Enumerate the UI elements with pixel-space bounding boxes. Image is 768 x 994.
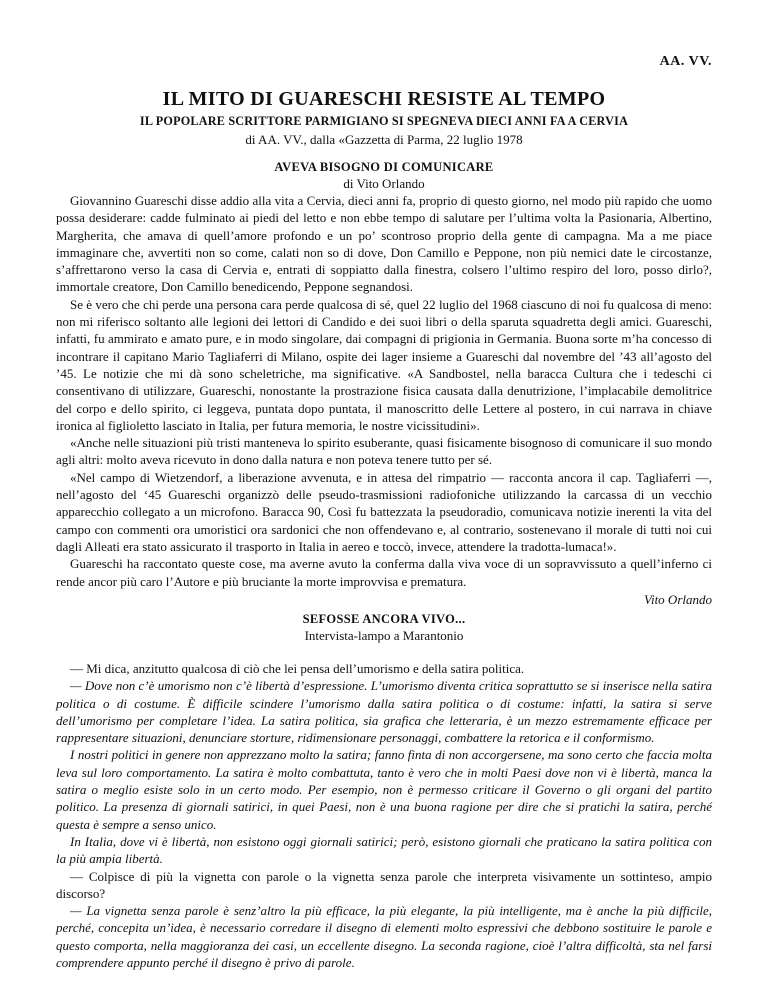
section-subtitle: Intervista-lampo a Marantonio <box>304 628 464 643</box>
section-title: SEFOSSE ANCORA VIVO... <box>302 612 466 626</box>
question-paragraph: — Mi dica, anzitutto qualcosa di ciò che lei pensa dell’umorismo e della satira politica. <box>70 661 525 676</box>
author-tag: AA. VV. <box>659 54 712 69</box>
section-author: di Vito Orlando <box>343 176 425 191</box>
answer-paragraph: In Italia, dove vi è libertà, non esistono oggi giornali satirici; però, esistono giornali che praticano la satira politica con la più ampia libertà. <box>56 833 712 867</box>
section-intervista <box>56 612 712 971</box>
paragraph: «Anche nelle situazioni più tristi manteneva lo spirito esuberante, quasi fisicamente bisognoso di comunicare il suo mondo agli altri: molto aveva ricevuto in dono dalla natura e non poteva tenere tutto per sé. <box>56 435 712 468</box>
article-byline: di AA. VV., dalla «Gazzetta di Parma, 22 luglio 1978 <box>245 132 523 147</box>
answer-paragraph: — La vignetta senza parole è senz’altro la più efficace, la più elegante, la più intelligente, ma è anche la più difficile, perché, concepita un’idea, è necessario corredare il disegno di elementi molto espressivi che debbono sostituire le parole e questo comporta, nella maggioranza dei casi, un eccellente disegno. La seconda ragione, cioè l’altra difficoltà, sta nel farsi comprendere appunto perché il disegno è privo di parole. <box>56 903 712 971</box>
article-title: IL MITO DI GUARESCHI RESISTE AL TEMPO <box>162 88 606 110</box>
answer-paragraph: I nostri politici in genere non apprezzano molto la satira; fanno finta di non accorgersene, ma sono certo che faccia molta leva sul loro comportamento. La satira è molto combattuta, tanto è vero che in molti Paesi dove non vi è libertà, manca la satira o meglio esiste solo in un certo modo. Per esempio, non è permesso criticare il Governo o gli organi del partito politico. La presenza di giornali satirici, in quei Paesi, non è una buona ragione per dire che si pratichi la satira, perché questa è sempre a senso unico. <box>56 747 712 832</box>
answer-paragraph: — Dove non c’è umorismo non c’è libertà d’espressione. L’umorismo diventa critica soprattutto se si inserisce nella satira politica o di costume. È difficile scindere l’umorismo dalla satira politica o di costume: infatti, la satira si serve dell’umorismo per completare l’idea. La satira politica, sia grafica che letteraria, è un mezzo estremamente efficace per rappresentare situazioni, denunciare storture, ridimensionare personaggi, combattere la retorica e il conformismo. <box>56 678 712 746</box>
article-subtitle: IL POPOLARE SCRITTORE PARMIGIANO SI SPEGNEVA DIECI ANNI FA A CERVIA <box>139 114 629 128</box>
paragraph: Giovannino Guareschi disse addio alla vita a Cervia, dieci anni fa, proprio di questo giorno, nel modo più rapido che uomo possa desiderare: cadde fulminato ai piedi del letto e non ebbe tempo di salutare per l’ultima volta la Pasionaria, Albertino, Margherita, che amava di quell’amore profondo e un po’ scontroso proprio della gente di campagna. Ma a me piace immaginare che, avvertiti non so come, calati non so di dove, Don Camillo e Peppone, non più nemici date le circostanze, s’affrettarono verso la casa di Cervia e, entrati di soppiatto dalla finestra, colsero l’ultimo respiro del loro, posso dirlo?, immortale creatore, Don Camillo benedicendo, Peppone segnandosi. <box>56 193 712 295</box>
paragraph: Guareschi ha raccontato queste cose, ma averne avuto la conferma dalla viva voce di un sopravvissuto a quell’inferno ci rende ancor più caro l’Autore e più bruciante la morte improvvisa e prematura. <box>56 556 712 589</box>
section-aveva-bisogno <box>56 160 712 608</box>
paragraph: «Nel campo di Wietzendorf, a liberazione avvenuta, e in attesa del rimpatrio — racconta ancora il cap. Tagliaferri —, nell’agosto del ‘45 Guareschi organizzò delle pseudo-trasmissioni radiofoniche utilizzando la carcassa di un vecchio apparecchio collegato a un microfono. Baracca 90, Così fu battezzata la pseudoradio, comunicava notizie inerenti la vita del campo con commenti ora umoristici ora sardonici che non offendevano e, al contrario, sostenevano il morale di tutti noi cui dagli Alleati era stato assicurato il trasporto in Italia in aereo e toccò, invece, attendere la tradotta-lumaca!». <box>56 469 712 554</box>
paragraph: Se è vero che chi perde una persona cara perde qualcosa di sé, quel 22 luglio del 1968 ciascuno di noi fu qualcosa di meno: non mi riferisco soltanto alle legioni dei lettori di Candido e dei suoi libri o della sparuta squadretta degli amici. Guareschi, infatti, fu ammirato e amato pure, e in modo singolare, dai compagni di prigionia in Germania. Buona sorte m’ha concesso di incontrare il capitano Mario Tagliaferri di Milano, ospite dei lager insieme a Guareschi dal novembre del ’43 all’agosto del ’45. Le notizie che mi dà sono scheletriche, ma significative. «A Sandbostel, nella baracca Cultura che i tedeschi ci consentivano di utilizzare, Guareschi, nonostante la prostrazione fisica causata dalla denutrizione, l’implacabile demolitrice del corpo e dello spirito, ci leggeva, puntata dopo puntata, il manoscritto delle Lettere al postero, in cui narrava in chiave ironica al figlioletto lasciato in Italia, per futura memoria, le nostre vicissitudini». <box>56 296 712 433</box>
question-paragraph: — Colpisce di più la vignetta con parole o la vignetta senza parole che interpreta visivamente un sottinteso, ampio discorso? <box>56 868 712 901</box>
section-title: AVEVA BISOGNO DI COMUNICARE <box>274 160 494 174</box>
signature: Vito Orlando <box>643 591 712 607</box>
